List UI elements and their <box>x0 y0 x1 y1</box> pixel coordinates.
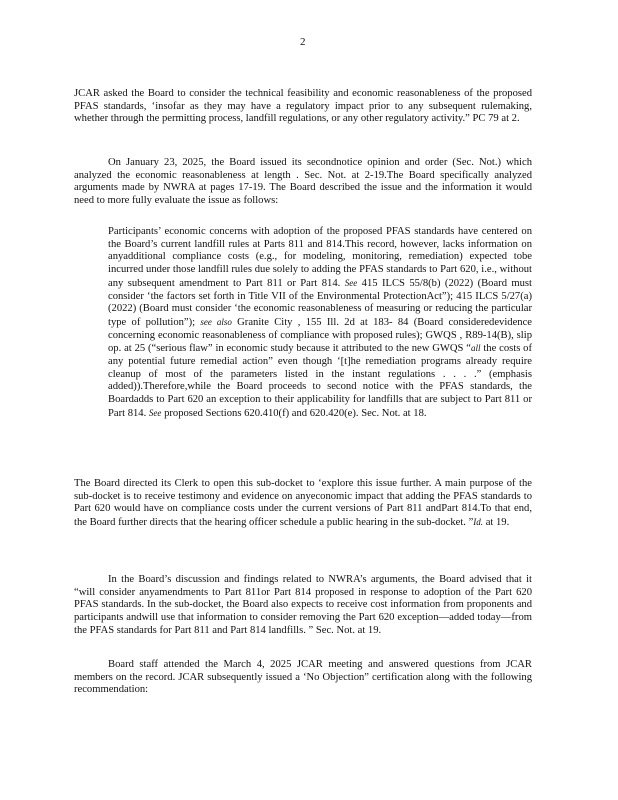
quote-text: proposed Sections 620.410(f) and 620.420(e). Sec. Not. at 18. <box>164 407 427 419</box>
citation-signal: Id. <box>473 517 484 528</box>
paragraph-jcar-meeting <box>74 659 532 697</box>
paragraph-text: In the Board’s discussion and findings related to NWRA’s arguments, the Board advised that it “will consider anyamendments to Part 811or Part 814 proposed in response to adoption of the Part 620 PFAS standards. In the sub-docket, the Board also expects to receive cost information from proponents and participants andwill use that information to consider removing the Part 620 exception—added today—from the PFAS standards for Part 811 and Part 814 landfills. ” Sec. Not. at 19. <box>74 574 532 636</box>
quote-text: Participants’ economic concerns with adoption of the proposed PFAS standards have centered on the Board’s current landfill rules at Parts 811 and 814.This record, however, lacks information on anyadditional compliance costs (e.g., for modeling, monitoring, remediation) expected tobe incurred under those landfill rules due solely to adding the PFAS standards to Part 620, i.e., without any subsequent amendment to Part 811 or Part 814. <box>108 226 532 289</box>
paragraph-text: JCAR asked the Board to consider the technical feasibility and economic reasonableness of the proposed PFAS standards, ‘insofar as they may have a regulatory impact prior to any subsequent rulemaking, whether through the permitting process, landfill regulations, or any other regulatory activity.” PC 79 at 2. <box>74 88 532 125</box>
paragraph-text: The Board directed its Clerk to open this sub-docket to ‘explore this issue further. A main purpose of the sub-docket is to receive testimony and evidence on anyeconomic impact that adding the PFAS standards to Part 620 would have on compliance costs under the current versions of Part 811 andPart 814.To that end, the Board further directs that the hearing officer schedule a public hearing in the sub-docket. ” <box>74 478 532 529</box>
paragraph-text: On January 23, 2025, the Board issued its secondnotice opinion and order (Sec. Not.) which analyzed the economic reasonableness at length . Sec. Not. at 2-19.The Board specifically analyzed arguments made by NWRA at pages 17-19. The Board described the issue and the information it would need to more fully evaluate the issue as follows: <box>74 157 532 207</box>
block-quote-board-analysis <box>108 226 532 421</box>
quote-text: Granite City , 155 Ill. 2d at 183- 84 (Board consideredevidence concerning economic reasonableness of compliance with proposed rules); GWQS , R89-14(B), slip op. at 25 (“serious flaw” in economic study because it attributed to the new GWQS “ <box>108 316 532 355</box>
quote-text: 415 ILCS 55/8(b) (2022) (Board must consider ‘the factors set forth in Title VII of the Environmental ProtectionAct”); 415 ILCS 5/27(a) (2022) (Board must consider ‘the economic reasonableness of measuring or reducing the particular type of pollution”); <box>108 277 533 328</box>
paragraph-text: Board staff attended the March 4, 2025 JCAR meeting and answered questions from JCAR members on the record. JCAR subsequently issued a ‘No Objection” certification along with the following recommendation: <box>74 659 532 696</box>
citation-signal: see also <box>200 316 232 327</box>
paragraph-second-notice <box>74 157 532 208</box>
paragraph-jcar-request <box>74 88 532 126</box>
quote-text: the costs of any potential future remedial action” even though ‘[t]he remediation programs already require cleanup of most of the parameters listed in the instant regulations . . . .” (emphasis added)).Therefore,while the Board proceeds to second notice with the PFAS standards, the Boardadds to Part 620 an exception to their applicability for landfills that are subject to Part 811 or Part 814. <box>108 343 532 419</box>
paragraph-sub-docket <box>74 478 532 530</box>
citation-signal: See <box>344 277 358 288</box>
paragraph-board-findings <box>74 574 532 638</box>
paragraph-text: at 19. <box>485 517 510 529</box>
page-number: 2 <box>300 36 306 48</box>
emphasis-text: all <box>470 343 481 354</box>
citation-signal: See <box>148 407 162 418</box>
